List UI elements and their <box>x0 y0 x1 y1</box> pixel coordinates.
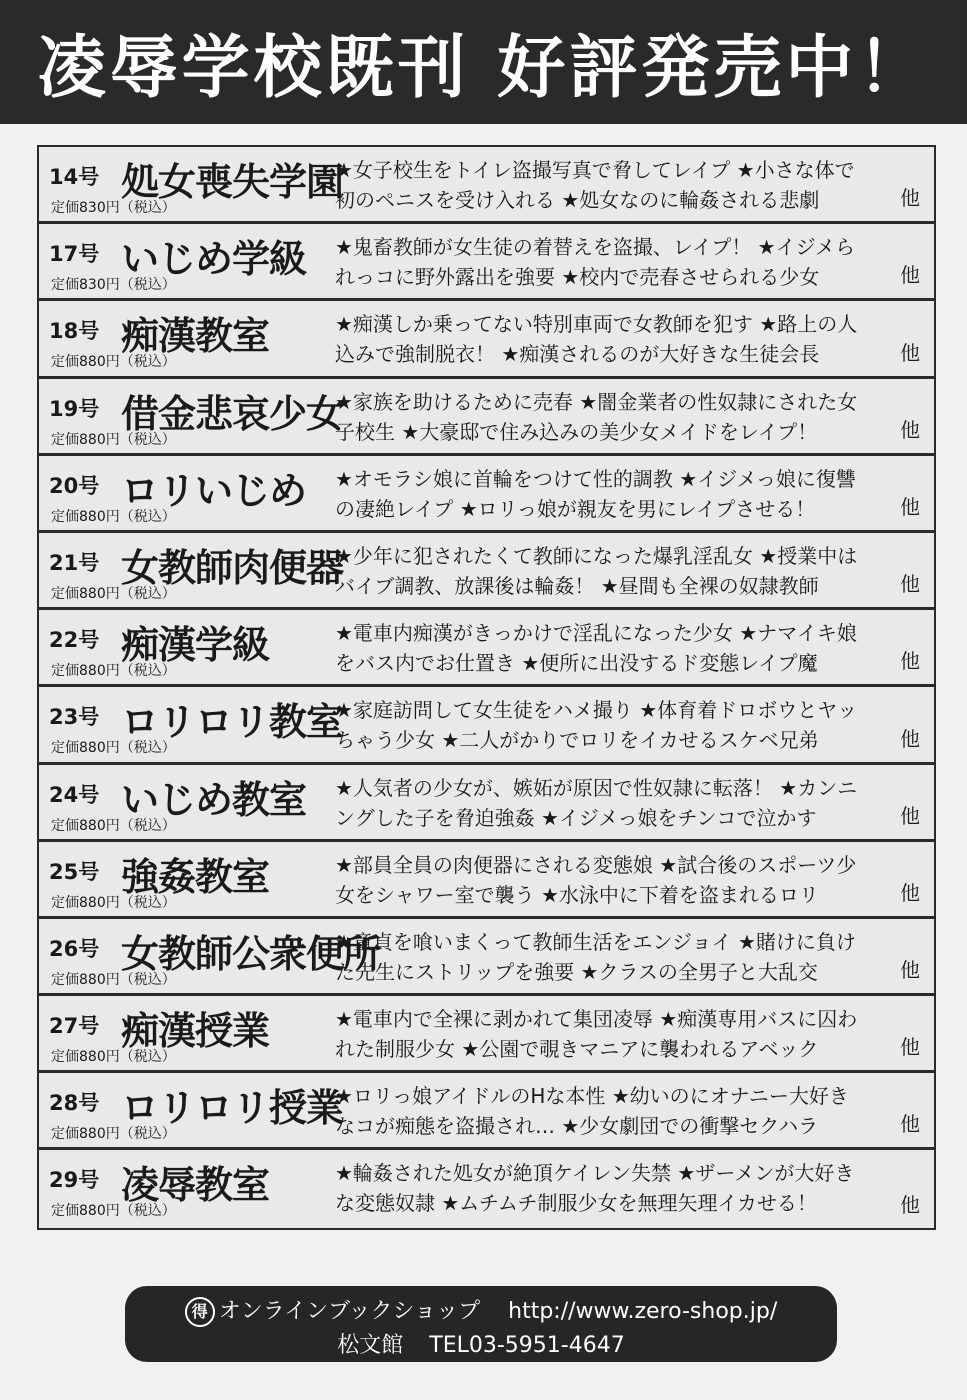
issue-number: 20号 <box>49 473 100 498</box>
other-label: 他 <box>900 1112 920 1137</box>
header-banner <box>0 0 967 124</box>
shop-url-link[interactable]: http://www.zero-shop.jp/ <box>508 1299 778 1324</box>
issue-info <box>39 996 321 1070</box>
issue-row <box>39 224 934 301</box>
issue-title: 痴漢学級 <box>121 623 270 668</box>
description-line: ★少年に犯されたくて教師になった爆乳淫乱女 ★授業中は <box>335 543 858 568</box>
description-line: ングした子を脅迫強姦 ★イジメっ娘をチンコで泣かす <box>335 805 817 830</box>
toku-logo-icon: 得 <box>185 1297 215 1327</box>
issue-row <box>39 765 934 842</box>
description-line: れっコに野外露出を強要 ★校内で売春させられる少女 <box>335 265 820 290</box>
issue-info <box>39 765 321 839</box>
issue-title: 処女喪失学園 <box>121 160 344 204</box>
description-line: 初のペニスを受け入れる ★処女なのに輪姦される悲劇 <box>335 188 820 212</box>
issue-description <box>321 919 934 993</box>
other-label: 他 <box>900 417 920 442</box>
issue-number: 21号 <box>49 550 100 575</box>
issue-row <box>39 456 934 533</box>
issue-row <box>39 687 934 764</box>
description-line: なコが痴態を盗撮され… ★少女劇団での衝撃セクハラ <box>335 1114 819 1139</box>
other-label: 他 <box>900 726 920 751</box>
issue-price: 定価880円（税込） <box>51 1049 176 1066</box>
description-line: 込みで強制脱衣！ ★痴漢されるのが大好きな生徒会長 <box>335 342 820 367</box>
issue-info <box>39 842 321 916</box>
description-line: ★オモラシ娘に首輪をつけて性的調教 ★イジメっ娘に復讐 <box>335 466 856 491</box>
issue-price: 定価830円（税込） <box>51 200 176 216</box>
issue-description <box>321 301 934 375</box>
issue-price: 定価830円（税込） <box>51 277 176 294</box>
description-line: な変態奴隷 ★ムチムチ制服少女を無理矢理イカせる！ <box>335 1191 817 1216</box>
description-line: ★電車内で全裸に剥かれて集団凌辱 ★痴漢専用バスに囚わ <box>335 1007 858 1032</box>
issue-description <box>321 842 934 916</box>
issue-number: 27号 <box>49 1014 100 1039</box>
description-line: ★家庭訪問して女生徒をハメ撮り ★体育着ドロボウとヤッ <box>335 698 858 723</box>
issue-number: 23号 <box>49 705 100 730</box>
issue-description <box>321 687 934 761</box>
issue-number: 29号 <box>49 1168 100 1193</box>
issue-description <box>321 1073 934 1147</box>
issue-row <box>39 610 934 687</box>
issue-title: 借金悲哀少女 <box>121 391 344 436</box>
issue-title: 女教師肉便器 <box>121 545 344 590</box>
issue-description <box>321 533 934 607</box>
other-label: 他 <box>900 649 920 674</box>
issue-number: 19号 <box>49 396 100 421</box>
issue-info <box>39 224 321 298</box>
other-label: 他 <box>900 186 920 211</box>
issue-title: いじめ学級 <box>121 237 307 282</box>
description-line: ★家族を助けるために売春 ★闇金業者の性奴隷にされた女 <box>335 389 858 414</box>
description-line: ★輪姦された処女が絶頂ケイレン失禁 ★ザーメンが大好き <box>335 1161 855 1186</box>
back-issue-list <box>37 145 936 1230</box>
description-line: 女をシャワー室で襲う ★水泳中に下着を盗まれるロリ <box>335 882 819 907</box>
issue-price: 定価880円（税込） <box>51 663 176 680</box>
issue-info <box>39 456 321 530</box>
description-line: ★人気者の少女が、嫉妬が原因で性奴隷に転落！ ★カンニ <box>335 775 858 800</box>
description-line: ★鬼畜教師が女生徒の着替えを盗撮、レイプ！ ★イジメら <box>335 235 856 260</box>
description-line: ★部員全員の肉便器にされる変態娘 ★試合後のスポーツ少 <box>335 852 857 877</box>
issue-price: 定価880円（税込） <box>51 1203 176 1220</box>
issue-title: 強姦教室 <box>121 854 270 899</box>
issue-price: 定価880円（税込） <box>51 740 176 757</box>
issue-price: 定価880円（税込） <box>51 971 176 988</box>
other-label: 他 <box>900 494 920 519</box>
issue-title: 痴漢授業 <box>121 1009 270 1054</box>
description-line: ★女子校生をトイレ盗撮写真で脅してレイプ ★小さな体で <box>335 158 855 182</box>
other-label: 他 <box>900 340 920 365</box>
issue-description <box>321 996 934 1070</box>
issue-info <box>39 147 344 221</box>
issue-description <box>321 765 934 839</box>
description-line: バイブ調教、放課後は輪姦！ ★昼間も全裸の奴隷教師 <box>335 573 819 598</box>
issue-info <box>39 533 344 607</box>
issue-info <box>39 301 321 375</box>
description-line: ★電車内痴漢がきっかけで淫乱になった少女 ★ナマイキ娘 <box>335 621 857 646</box>
other-label: 他 <box>900 958 920 983</box>
shop-name: オンラインブックショップ <box>218 1299 481 1324</box>
issue-info <box>39 1073 344 1147</box>
issue-title: 凌辱教室 <box>121 1163 270 1208</box>
issue-number: 25号 <box>49 859 100 884</box>
issue-description <box>321 610 934 684</box>
publisher-tel: TEL03-5951-4647 <box>429 1333 625 1358</box>
issue-title: いじめ教室 <box>121 777 307 822</box>
issue-price: 定価880円（税込） <box>51 431 176 448</box>
issue-info <box>39 1150 321 1227</box>
issue-number: 17号 <box>49 242 100 267</box>
issue-info <box>39 379 344 453</box>
issue-price: 定価880円（税込） <box>51 508 176 525</box>
issue-info <box>39 610 321 684</box>
description-line: ★痴漢しか乗ってない特別車両で女教師を犯す ★路上の人 <box>335 312 858 337</box>
description-line: れた制服少女 ★公園で覗きマニアに襲われるアベック <box>335 1037 819 1062</box>
issue-row <box>39 533 934 610</box>
issue-price: 定価880円（税込） <box>51 354 176 371</box>
issue-title: ロリロリ授業 <box>121 1086 344 1131</box>
publisher-info-line <box>125 1328 837 1359</box>
online-shop-box <box>125 1286 837 1362</box>
issue-row <box>39 1073 934 1150</box>
issue-number: 18号 <box>49 319 100 344</box>
other-label: 他 <box>900 1192 920 1217</box>
issue-price: 定価880円（税込） <box>51 585 176 602</box>
issue-title: ロリいじめ <box>121 468 307 513</box>
other-label: 他 <box>900 803 920 828</box>
issue-row <box>39 1150 934 1227</box>
other-label: 他 <box>900 1035 920 1060</box>
issue-description <box>321 1150 934 1227</box>
description-line: 子校生 ★大豪邸で住み込みの美少女メイドをレイプ！ <box>335 419 818 444</box>
issue-row <box>39 919 934 996</box>
issue-row <box>39 996 934 1073</box>
other-label: 他 <box>900 263 920 288</box>
issue-number: 24号 <box>49 782 100 807</box>
issue-title: 女教師公衆便所 <box>121 931 381 976</box>
description-line: の凄絶レイプ ★ロリっ娘が親友を男にレイプさせる！ <box>335 496 816 521</box>
issue-number: 26号 <box>49 936 100 961</box>
publisher-name: 松文館 <box>337 1333 404 1358</box>
issue-description <box>321 147 934 221</box>
issue-number: 14号 <box>49 165 100 189</box>
issue-info <box>39 687 344 761</box>
issue-info <box>39 919 381 993</box>
issue-description <box>321 224 934 298</box>
description-line: ★童貞を喰いまくって教師生活をエンジョイ ★賭けに負け <box>335 929 856 954</box>
description-line: た先生にストリップを強要 ★クラスの全男子と大乱交 <box>335 959 818 984</box>
description-line: ちゃう少女 ★二人がかりでロリをイカせるスケベ兄弟 <box>335 728 819 753</box>
shop-info-line <box>125 1294 837 1327</box>
issue-number: 28号 <box>49 1091 100 1116</box>
issue-row <box>39 842 934 919</box>
issue-row <box>39 147 934 224</box>
banner-title: 凌辱学校既刊 好評発売中！ <box>37 28 930 108</box>
issue-title: ロリロリ教室 <box>121 700 344 745</box>
issue-description <box>321 379 934 453</box>
description-line: をバス内でお仕置き ★便所に出没するド変態レイプ魔 <box>335 651 818 676</box>
description-line: ★ロリっ娘アイドルのHな本性 ★幼いのにオナニー大好き <box>335 1084 849 1109</box>
issue-price: 定価880円（税込） <box>51 894 176 911</box>
issue-row <box>39 379 934 456</box>
issue-row <box>39 301 934 378</box>
other-label: 他 <box>900 572 920 597</box>
issue-price: 定価880円（税込） <box>51 1126 176 1143</box>
issue-title: 痴漢教室 <box>121 314 270 359</box>
issue-number: 22号 <box>49 628 100 653</box>
issue-price: 定価880円（税込） <box>51 817 176 834</box>
issue-description <box>321 456 934 530</box>
other-label: 他 <box>900 880 920 905</box>
